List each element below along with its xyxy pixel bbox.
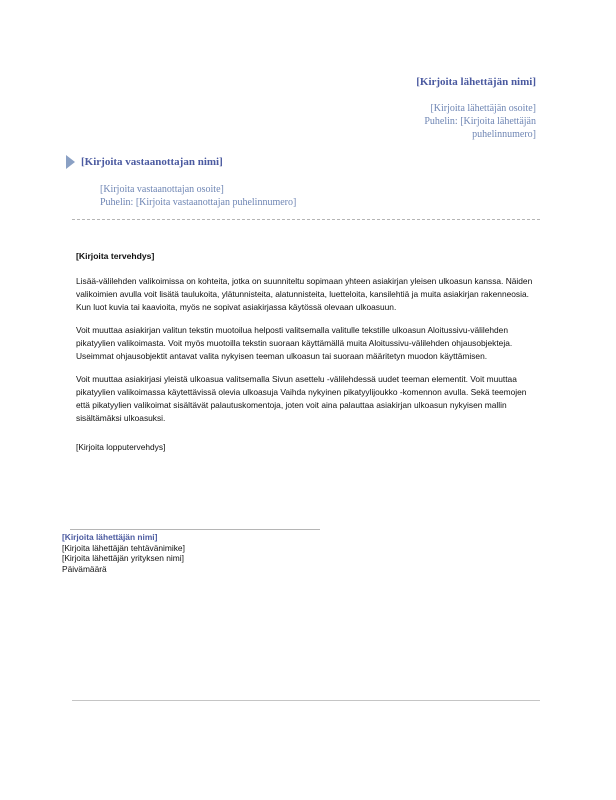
letter-body bbox=[76, 250, 536, 462]
arrow-right-icon bbox=[66, 155, 75, 169]
recipient-name: [Kirjoita vastaanottajan nimi] bbox=[81, 156, 223, 168]
header-divider bbox=[72, 219, 540, 220]
body-paragraph-2: Voit muuttaa asiakirjan valitun tekstin muotoilua helposti valitsemalla valitulle tekstille ulkoasun Aloitussivu-välilehden pikatyylien valikoimasta. Voit myös muotoilla tekstin suoraan käyttämällä muita Aloitussivu-välilehden ohjausobjekteja. Useimmat ohjausobjektit antavat valita nykyisen teeman ulkoasun tai suoraan määritetyn muodon käyttämisen. bbox=[76, 325, 513, 361]
greeting: [Kirjoita tervehdys] bbox=[76, 251, 155, 261]
footer-divider bbox=[72, 700, 540, 701]
signature-block bbox=[62, 532, 185, 574]
signature-date: Päivämäärä bbox=[62, 563, 107, 574]
recipient-address: [Kirjoita vastaanottajan osoite] bbox=[100, 184, 224, 195]
body-paragraph-3: Voit muuttaa asiakirjasi yleistä ulkoasua valitsemalla Sivun asettelu -välilehdessä uudet teeman elementit. Voit muuttaa pikatyylien valikoimassa käytettävissä olevia ulkoasuja Vaihda nykyinen pikatyylijoukko -komennon avulla. Sekä teemojen että pikatyylien valikoimat sisältävät palautuskomentoja, joten voit aina palauttaa asiakirjan ulkoasun nykyisen mallin sisältämäksi ulkoasuksi. bbox=[76, 374, 527, 423]
recipient-heading bbox=[66, 155, 440, 169]
signature-name: [Kirjoita lähettäjän nimi] bbox=[62, 532, 158, 542]
sender-phone-number: puhelinnumero] bbox=[472, 129, 536, 140]
sender-address: [Kirjoita lähettäjän osoite] bbox=[430, 103, 536, 114]
signature-title: [Kirjoita lähettäjän tehtävänimike] bbox=[62, 542, 185, 553]
signature-divider bbox=[70, 529, 320, 530]
recipient-phone: Puhelin: [Kirjoita vastaanottajan puhelinnumero] bbox=[100, 197, 297, 208]
sender-phone-label: Puhelin: [Kirjoita lähettäjän bbox=[424, 116, 536, 127]
closing: [Kirjoita lopputervehdys] bbox=[76, 442, 166, 452]
sender-block bbox=[316, 76, 536, 141]
sender-name: [Kirjoita lähettäjän nimi] bbox=[416, 76, 536, 88]
recipient-block bbox=[80, 155, 440, 209]
body-paragraph-1: Lisää-välilehden valikoimissa on kohteita, jotka on suunniteltu sopimaan yhteen asiakirjan yleisen ulkoasun kanssa. Näiden valikoimien avulla voit lisätä taulukoita, ylätunnisteita, alatunnisteita, luetteloita, kansilehtiä ja muita asiakirjan rakenneosia. Kun luot kuvia tai kaavioita, myös ne sopivat asiakirjassa käytössä olevaan ulkoasuun. bbox=[76, 276, 533, 312]
signature-company: [Kirjoita lähettäjän yrityksen nimi] bbox=[62, 553, 184, 563]
